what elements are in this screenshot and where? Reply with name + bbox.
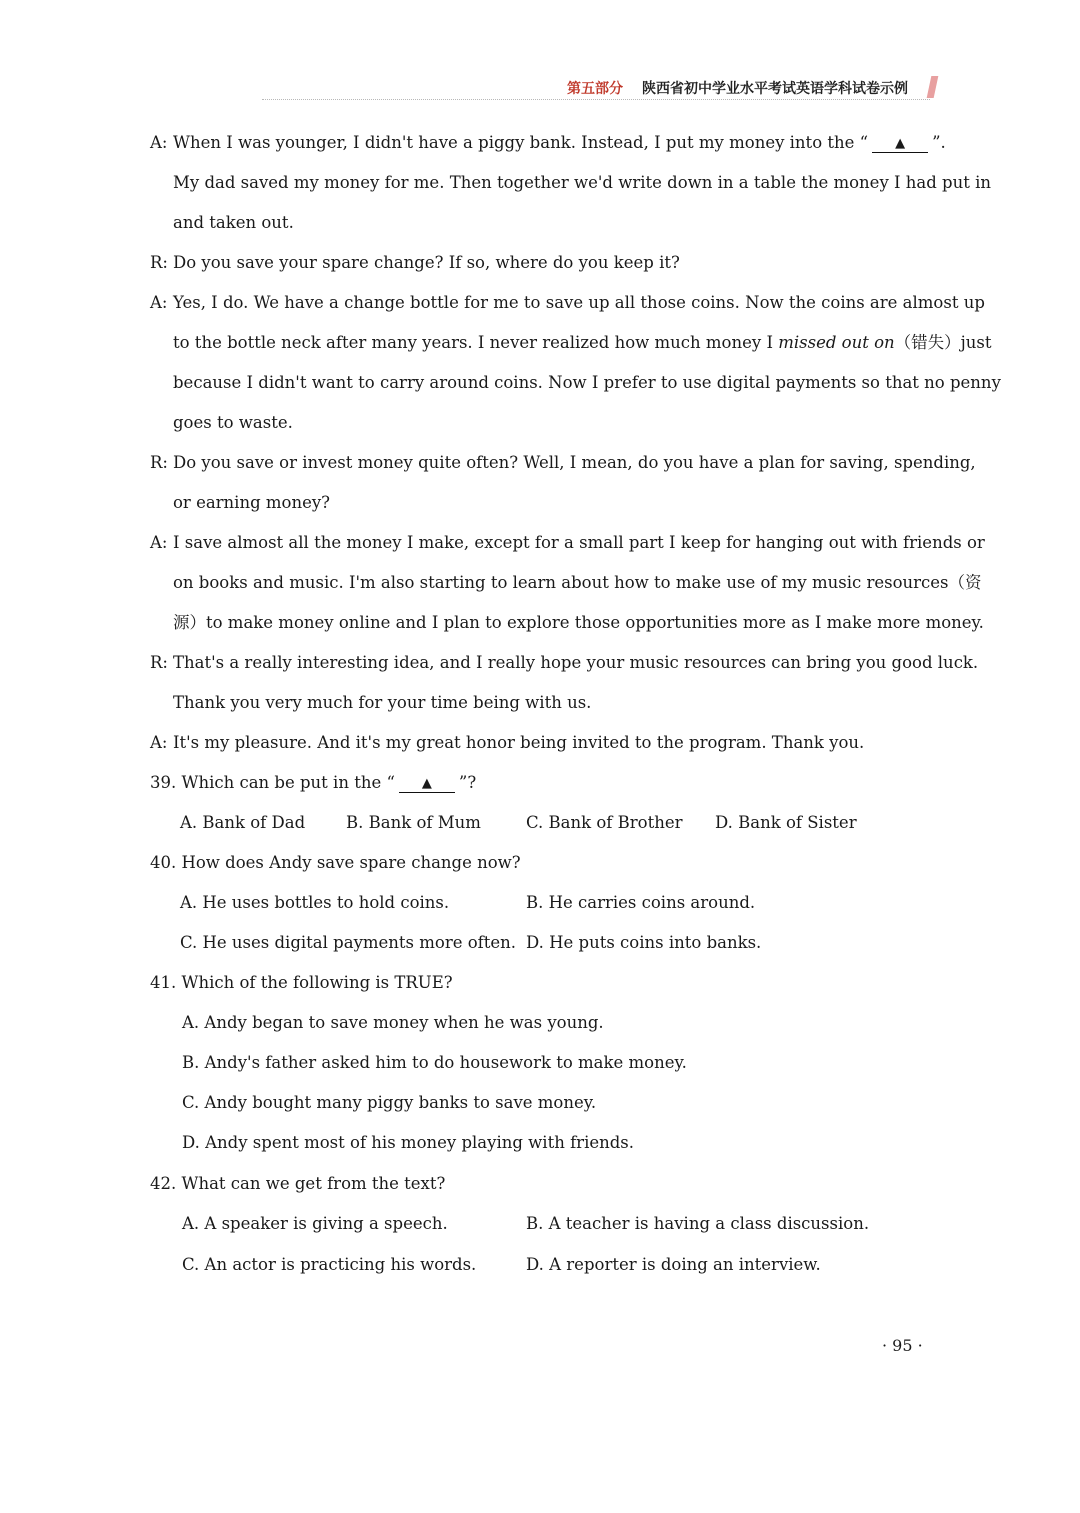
option[interactable]: D. Bank of Sister [715,813,857,832]
dialogue-line: That's a really interesting idea, and I really hope your music resources can bring you good luck. [173,653,979,672]
speaker-label: A: [150,733,168,752]
speaker-label: R: [150,253,168,272]
dialogue-line: Do you save your spare change? If so, where do you keep it? [173,253,680,272]
option[interactable]: B. He carries coins around. [526,893,756,912]
dialogue-line: on books and music. I'm also starting to learn about how to make use of my music resources（资 [173,573,982,592]
question-stem: 41. Which of the following is TRUE? [150,973,453,992]
option[interactable]: C. Andy bought many piggy banks to save money. [182,1093,597,1112]
dialogue-line: Do you save or invest money quite often? Well, I mean, do you have a plan for saving, spending, [173,453,976,472]
option[interactable]: D. He puts coins into banks. [526,933,762,952]
dialogue-line: I save almost all the money I make, except for a small part I keep for hanging out with friends or [173,533,985,552]
question-stem: 39. Which can be put in the “ ▲ ”? [150,773,477,792]
dialogue-line: and taken out. [173,213,294,232]
option[interactable]: A. A speaker is giving a speech. [182,1214,448,1233]
dialogue-line: When I was younger, I didn't have a piggy bank. Instead, I put my money into the “ ▲ ”. [173,133,946,152]
option[interactable]: C. Bank of Brother [526,813,683,832]
header-title: 陕西省初中学业水平考试英语学科试卷示例 [642,81,908,97]
speaker-label: A: [150,133,168,152]
dialogue-line: Thank you very much for your time being with us. [173,693,592,712]
answer-blank: ▲ [872,136,928,153]
dialogue-line: or earning money? [173,493,331,512]
header-section: 第五部分 [567,81,623,97]
dialogue-line: My dad saved my money for me. Then together we'd write down in a table the money I had put in [173,173,992,192]
option[interactable]: C. An actor is practicing his words. [182,1255,477,1274]
speaker-label: A: [150,293,168,312]
option[interactable]: D. Andy spent most of his money playing with friends. [182,1133,635,1152]
option[interactable]: B. Andy's father asked him to do housework to make money. [182,1053,687,1072]
answer-blank: ▲ [399,776,455,793]
speaker-label: R: [150,453,168,472]
speaker-label: A: [150,533,168,552]
option[interactable]: A. He uses bottles to hold coins. [180,893,450,912]
header-rule [262,99,930,100]
italic-phrase: missed out on [778,333,895,352]
dialogue-line: because I didn't want to carry around coins. Now I prefer to use digital payments so that no penny [173,373,1001,392]
dialogue-line: Yes, I do. We have a change bottle for me to save up all those coins. Now the coins are almost up [173,293,985,312]
dialogue-line: goes to waste. [173,413,293,432]
option[interactable]: C. He uses digital payments more often. [180,933,517,952]
option[interactable]: D. A reporter is doing an interview. [526,1255,821,1274]
dialogue-line: 源）to make money online and I plan to explore those opportunities more as I make more money. [173,613,984,632]
question-stem: 42. What can we get from the text? [150,1174,446,1193]
option[interactable]: B. Bank of Mum [346,813,481,832]
header-accent-mark [927,76,939,98]
question-stem: 40. How does Andy save spare change now? [150,853,521,872]
dialogue-line: It's my pleasure. And it's my great honor being invited to the program. Thank you. [173,733,865,752]
option[interactable]: A. Andy began to save money when he was young. [182,1013,604,1032]
page-number: · 95 · [882,1336,923,1355]
option[interactable]: B. A teacher is having a class discussion. [526,1214,870,1233]
running-header [262,78,930,100]
dialogue-line: to the bottle neck after many years. I never realized how much money I missed out on（错失）just [173,333,992,352]
speaker-label: R: [150,653,168,672]
option[interactable]: A. Bank of Dad [180,813,306,832]
